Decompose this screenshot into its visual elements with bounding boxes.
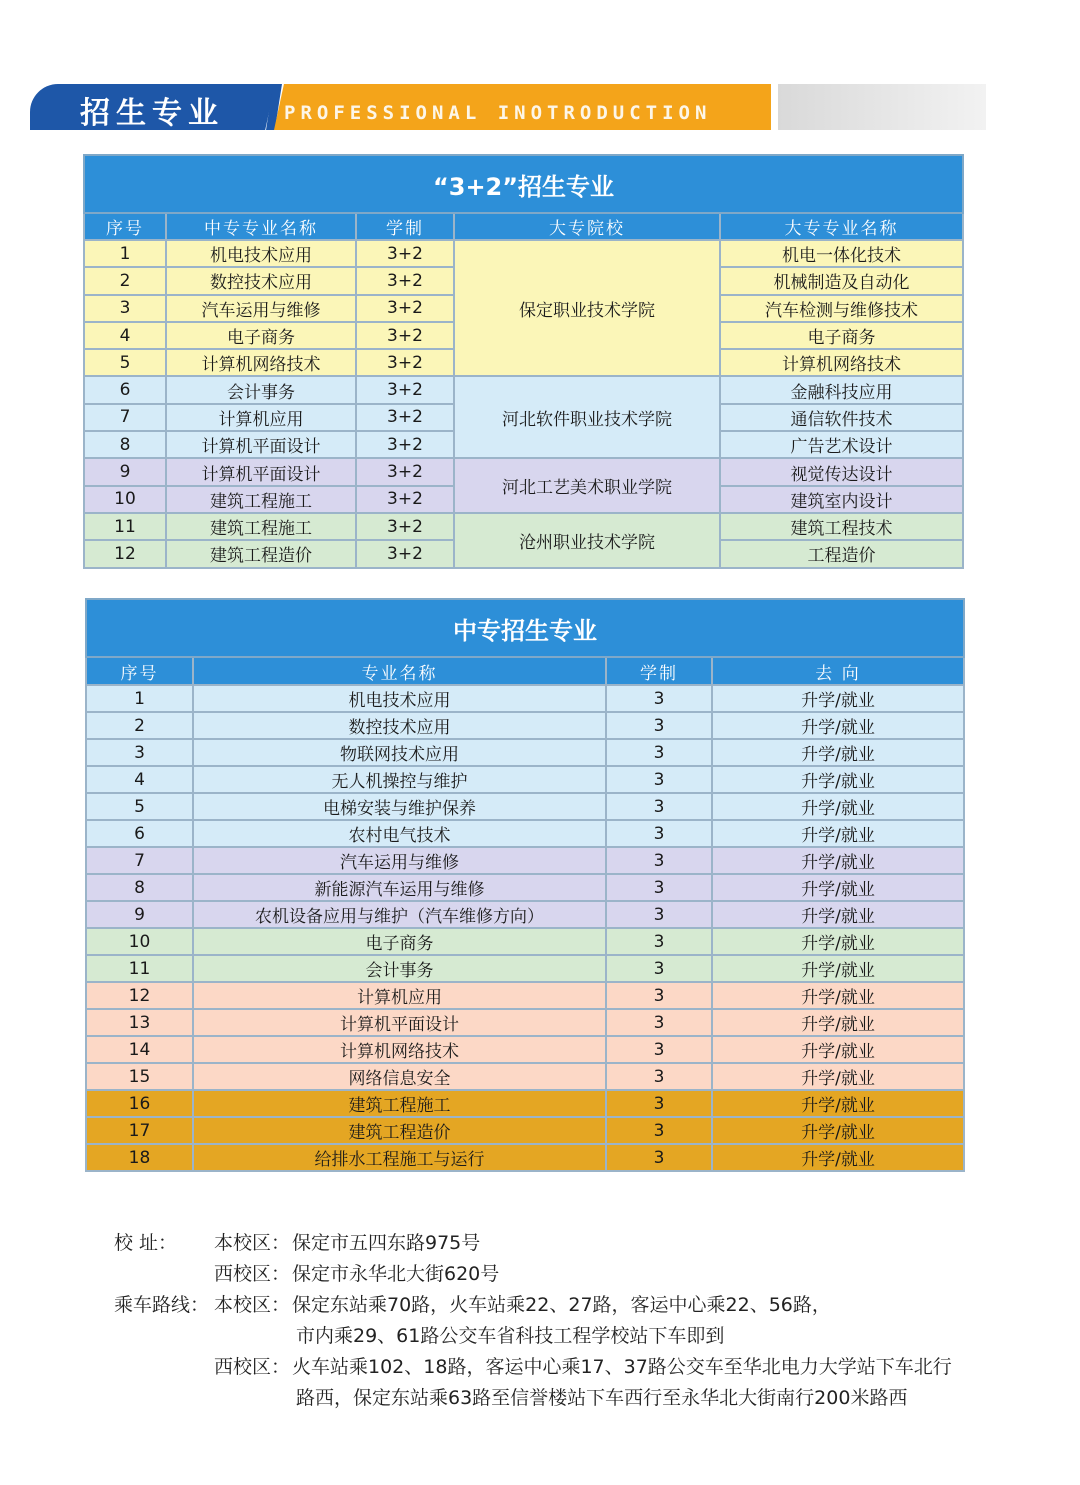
cell-term: 3+2 bbox=[356, 404, 454, 431]
cell-major: 新能源汽车运用与维修 bbox=[193, 874, 606, 901]
cell-college-major: 视觉传达设计 bbox=[720, 458, 963, 485]
cell-major: 计算机平面设计 bbox=[166, 458, 356, 485]
table-row bbox=[86, 874, 964, 901]
cell-no: 2 bbox=[84, 267, 166, 294]
cell-major: 建筑工程施工 bbox=[166, 486, 356, 513]
table-secondary bbox=[85, 598, 965, 1172]
cell-term: 3 bbox=[606, 766, 712, 793]
cell-college-major: 电子商务 bbox=[720, 322, 963, 349]
cell-term: 3 bbox=[606, 1117, 712, 1144]
cell-term: 3+2 bbox=[356, 322, 454, 349]
header-college: 大专院校 bbox=[454, 213, 720, 240]
banner-subtitle: PROFESSIONAL INOTRODUCTION bbox=[284, 102, 712, 124]
cell-major: 数控技术应用 bbox=[193, 712, 606, 739]
header-term: 学制 bbox=[606, 657, 712, 685]
cell-no: 9 bbox=[84, 458, 166, 485]
section-banner bbox=[30, 84, 986, 130]
route-main-label: 本校区： bbox=[214, 1294, 291, 1316]
cell-major: 电梯安装与维护保养 bbox=[193, 793, 606, 820]
table-row bbox=[84, 513, 963, 540]
cell-no: 9 bbox=[86, 901, 193, 928]
table-row bbox=[86, 955, 964, 982]
header-major: 中专专业名称 bbox=[166, 213, 356, 240]
cell-destination: 升学/就业 bbox=[712, 982, 964, 1009]
table-row bbox=[86, 1009, 964, 1036]
cell-college: 保定职业技术学院 bbox=[454, 240, 720, 376]
header-no: 序号 bbox=[84, 213, 166, 240]
table-row bbox=[86, 901, 964, 928]
cell-no: 12 bbox=[84, 540, 166, 567]
route-main-line-1: 保定东站乘70路，火车站乘22、27路，客运中心乘22、56路， bbox=[292, 1294, 831, 1316]
cell-major: 计算机平面设计 bbox=[193, 1009, 606, 1036]
cell-term: 3 bbox=[606, 1090, 712, 1117]
cell-destination: 升学/就业 bbox=[712, 820, 964, 847]
cell-destination: 升学/就业 bbox=[712, 955, 964, 982]
cell-major: 机电技术应用 bbox=[166, 240, 356, 267]
table-row bbox=[86, 739, 964, 766]
cell-no: 14 bbox=[86, 1036, 193, 1063]
cell-term: 3+2 bbox=[356, 267, 454, 294]
cell-destination: 升学/就业 bbox=[712, 1090, 964, 1117]
cell-term: 3+2 bbox=[356, 376, 454, 403]
cell-major: 建筑工程造价 bbox=[166, 540, 356, 567]
cell-no: 7 bbox=[84, 404, 166, 431]
cell-term: 3 bbox=[606, 1036, 712, 1063]
cell-term: 3 bbox=[606, 793, 712, 820]
banner-title: 招生专业 bbox=[80, 96, 224, 131]
cell-major: 汽车运用与维修 bbox=[166, 295, 356, 322]
cell-term: 3+2 bbox=[356, 458, 454, 485]
cell-destination: 升学/就业 bbox=[712, 739, 964, 766]
main-campus-address: 保定市五四东路975号 bbox=[292, 1232, 481, 1254]
table-header-row bbox=[84, 213, 963, 240]
cell-no: 2 bbox=[86, 712, 193, 739]
cell-major: 汽车运用与维修 bbox=[193, 847, 606, 874]
cell-major: 给排水工程施工与运行 bbox=[193, 1144, 606, 1171]
header-no: 序号 bbox=[86, 657, 193, 685]
table-header-row bbox=[86, 657, 964, 685]
cell-college-major: 通信软件技术 bbox=[720, 404, 963, 431]
cell-no: 8 bbox=[86, 874, 193, 901]
cell-college-major: 计算机网络技术 bbox=[720, 349, 963, 376]
cell-no: 18 bbox=[86, 1144, 193, 1171]
cell-major: 建筑工程造价 bbox=[193, 1117, 606, 1144]
cell-major: 农村电气技术 bbox=[193, 820, 606, 847]
cell-no: 1 bbox=[84, 240, 166, 267]
cell-destination: 升学/就业 bbox=[712, 1117, 964, 1144]
table-row bbox=[86, 685, 964, 712]
cell-destination: 升学/就业 bbox=[712, 1144, 964, 1171]
cell-no: 4 bbox=[86, 766, 193, 793]
cell-college-major: 建筑工程技术 bbox=[720, 513, 963, 540]
cell-destination: 升学/就业 bbox=[712, 1063, 964, 1090]
table-3plus2 bbox=[83, 154, 964, 569]
cell-term: 3+2 bbox=[356, 240, 454, 267]
table-row bbox=[86, 928, 964, 955]
table-row bbox=[86, 793, 964, 820]
cell-major: 电子商务 bbox=[193, 928, 606, 955]
cell-destination: 升学/就业 bbox=[712, 685, 964, 712]
cell-major: 数控技术应用 bbox=[166, 267, 356, 294]
cell-destination: 升学/就业 bbox=[712, 928, 964, 955]
cell-college-major: 金融科技应用 bbox=[720, 376, 963, 403]
table-row bbox=[86, 1090, 964, 1117]
cell-college-major: 建筑室内设计 bbox=[720, 486, 963, 513]
cell-no: 8 bbox=[84, 431, 166, 458]
table-row bbox=[86, 1036, 964, 1063]
table-row bbox=[84, 458, 963, 485]
table-row bbox=[86, 847, 964, 874]
cell-no: 11 bbox=[84, 513, 166, 540]
route-row bbox=[114, 1352, 1014, 1383]
cell-term: 3+2 bbox=[356, 349, 454, 376]
cell-term: 3 bbox=[606, 712, 712, 739]
cell-term: 3+2 bbox=[356, 431, 454, 458]
header-term: 学制 bbox=[356, 213, 454, 240]
cell-no: 17 bbox=[86, 1117, 193, 1144]
cell-no: 12 bbox=[86, 982, 193, 1009]
table-secondary-body bbox=[86, 685, 964, 1171]
address-label: 校 址： bbox=[114, 1232, 178, 1254]
cell-term: 3 bbox=[606, 982, 712, 1009]
cell-no: 7 bbox=[86, 847, 193, 874]
west-campus-label: 西校区： bbox=[214, 1263, 291, 1285]
route-west-label: 西校区： bbox=[214, 1356, 291, 1378]
cell-destination: 升学/就业 bbox=[712, 1009, 964, 1036]
cell-destination: 升学/就业 bbox=[712, 847, 964, 874]
header-destination: 去 向 bbox=[712, 657, 964, 685]
address-block bbox=[114, 1228, 1014, 1414]
cell-term: 3 bbox=[606, 928, 712, 955]
cell-no: 15 bbox=[86, 1063, 193, 1090]
cell-destination: 升学/就业 bbox=[712, 766, 964, 793]
table-row bbox=[86, 1063, 964, 1090]
table-row bbox=[84, 376, 963, 403]
route-west-line-1: 火车站乘102、18路，客运中心乘17、37路公交车至华北电力大学站下车北行 bbox=[292, 1356, 952, 1378]
cell-college-major: 汽车检测与维修技术 bbox=[720, 295, 963, 322]
cell-term: 3 bbox=[606, 1063, 712, 1090]
header-college-major: 大专专业名称 bbox=[720, 213, 963, 240]
cell-no: 1 bbox=[86, 685, 193, 712]
cell-major: 计算机网络技术 bbox=[193, 1036, 606, 1063]
cell-term: 3+2 bbox=[356, 540, 454, 567]
cell-no: 11 bbox=[86, 955, 193, 982]
cell-college-major: 广告艺术设计 bbox=[720, 431, 963, 458]
cell-college: 沧州职业技术学院 bbox=[454, 513, 720, 568]
cell-college-major: 工程造价 bbox=[720, 540, 963, 567]
cell-term: 3 bbox=[606, 955, 712, 982]
cell-no: 10 bbox=[84, 486, 166, 513]
route-row bbox=[114, 1290, 1014, 1321]
cell-no: 5 bbox=[86, 793, 193, 820]
cell-major: 计算机应用 bbox=[166, 404, 356, 431]
cell-no: 3 bbox=[86, 739, 193, 766]
cell-college-major: 机电一体化技术 bbox=[720, 240, 963, 267]
west-campus-address: 保定市永华北大街620号 bbox=[292, 1263, 500, 1285]
cell-major: 会计事务 bbox=[193, 955, 606, 982]
cell-major: 农机设备应用与维护（汽车维修方向） bbox=[193, 901, 606, 928]
cell-term: 3 bbox=[606, 739, 712, 766]
cell-college: 河北工艺美术职业学院 bbox=[454, 458, 720, 513]
banner-gray-block bbox=[778, 84, 986, 130]
cell-destination: 升学/就业 bbox=[712, 793, 964, 820]
cell-no: 6 bbox=[84, 376, 166, 403]
cell-major: 无人机操控与维护 bbox=[193, 766, 606, 793]
cell-no: 13 bbox=[86, 1009, 193, 1036]
cell-major: 计算机平面设计 bbox=[166, 431, 356, 458]
cell-destination: 升学/就业 bbox=[712, 712, 964, 739]
cell-no: 6 bbox=[86, 820, 193, 847]
table-3plus2-caption: “3+2”招生专业 bbox=[84, 155, 963, 213]
cell-term: 3+2 bbox=[356, 295, 454, 322]
cell-term: 3+2 bbox=[356, 513, 454, 540]
cell-term: 3 bbox=[606, 1144, 712, 1171]
cell-term: 3 bbox=[606, 1009, 712, 1036]
cell-major: 物联网技术应用 bbox=[193, 739, 606, 766]
cell-term: 3+2 bbox=[356, 486, 454, 513]
cell-major: 建筑工程施工 bbox=[166, 513, 356, 540]
cell-no: 4 bbox=[84, 322, 166, 349]
table-row bbox=[86, 766, 964, 793]
route-row bbox=[114, 1321, 1014, 1352]
table-row bbox=[86, 820, 964, 847]
cell-term: 3 bbox=[606, 685, 712, 712]
table-row bbox=[86, 982, 964, 1009]
cell-major: 建筑工程施工 bbox=[193, 1090, 606, 1117]
cell-no: 5 bbox=[84, 349, 166, 376]
table-secondary-caption: 中专招生专业 bbox=[86, 599, 964, 657]
header-major: 专业名称 bbox=[193, 657, 606, 685]
cell-destination: 升学/就业 bbox=[712, 1036, 964, 1063]
cell-term: 3 bbox=[606, 901, 712, 928]
cell-college-major: 机械制造及自动化 bbox=[720, 267, 963, 294]
cell-no: 3 bbox=[84, 295, 166, 322]
cell-major: 机电技术应用 bbox=[193, 685, 606, 712]
cell-term: 3 bbox=[606, 847, 712, 874]
cell-major: 网络信息安全 bbox=[193, 1063, 606, 1090]
cell-major: 会计事务 bbox=[166, 376, 356, 403]
route-row bbox=[114, 1383, 1014, 1414]
route-main-line-2: 市内乘29、61路公交车省科技工程学校站下车即到 bbox=[296, 1325, 725, 1347]
table-row bbox=[86, 1144, 964, 1171]
cell-major: 电子商务 bbox=[166, 322, 356, 349]
address-row bbox=[114, 1259, 1014, 1290]
cell-major: 计算机应用 bbox=[193, 982, 606, 1009]
main-campus-label: 本校区： bbox=[214, 1232, 291, 1254]
address-row bbox=[114, 1228, 1014, 1259]
cell-term: 3 bbox=[606, 874, 712, 901]
cell-no: 10 bbox=[86, 928, 193, 955]
table-row bbox=[84, 240, 963, 267]
route-west-line-2: 路西，保定东站乘63路至信誉楼站下车西行至永华北大街南行200米路西 bbox=[296, 1387, 908, 1409]
cell-college: 河北软件职业技术学院 bbox=[454, 376, 720, 458]
cell-destination: 升学/就业 bbox=[712, 874, 964, 901]
cell-no: 16 bbox=[86, 1090, 193, 1117]
cell-destination: 升学/就业 bbox=[712, 901, 964, 928]
table-row bbox=[86, 712, 964, 739]
cell-term: 3 bbox=[606, 820, 712, 847]
table-row bbox=[86, 1117, 964, 1144]
route-label: 乘车路线： bbox=[114, 1294, 210, 1316]
cell-major: 计算机网络技术 bbox=[166, 349, 356, 376]
